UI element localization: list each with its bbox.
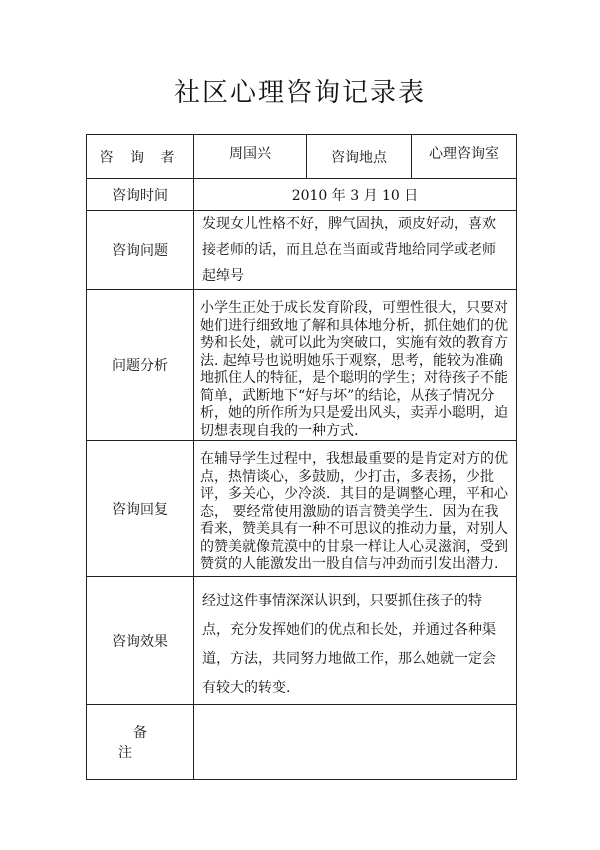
problem-row (87, 211, 517, 290)
problem-value: 发现女儿性格不好，脾气固执，顽皮好动，喜欢接老师的话，而且总在当面或背地给同学或老师起绰号 (194, 211, 517, 290)
counselor-value: 周国兴 (194, 135, 307, 179)
counselor-row (87, 135, 517, 179)
location-label: 咨询地点 (307, 135, 412, 179)
record-table (86, 134, 517, 780)
page-title: 社区心理咨询记录表 (173, 78, 426, 108)
analysis-label: 问题分析 (87, 290, 194, 441)
problem-label: 咨询问题 (87, 211, 194, 290)
location-value: 心理咨询室 (412, 135, 517, 179)
reply-row (87, 441, 517, 577)
effect-value: 经过这件事情深深认识到，只要抓住孩子的特点，充分发挥她们的优点和长处，并通过各种渠道，方法，共同努力地做工作，那么她就一定会有较大的转变. (194, 577, 517, 705)
time-row (87, 179, 517, 211)
remark-row (87, 705, 517, 780)
remark-value (194, 705, 517, 780)
effect-label: 咨询效果 (87, 577, 194, 705)
analysis-value: 小学生正处于成长发育阶段，可塑性很大，只要对她们进行细致地了解和具体地分析，抓住她们的优势和长处，就可以此为突破口，实施有效的教育方法. 起绰号也说明她乐于观察，思考，能较为准确地抓住人的特征，是个聪明的学生；对待孩子不能简单，武断地下“好与坏”的结论，从孩子情况分析，她的所作所为只是爱出风头，卖弄小聪明，迫切想表现自我的一种方式. (194, 290, 517, 441)
analysis-row (87, 290, 517, 441)
reply-value: 在辅导学生过程中，我想最重要的是肯定对方的优点，热情谈心，多鼓励，少打击，多表扬，少批评，多关心，少冷淡．其目的是调整心理，平和心态， 要经常使用激励的语言赞美学生．因为在我看来，赞美具有一种不可思议的推动力量，对别人的赞美就像荒漠中的甘泉一样让人心灵滋润，受到赞赏的人能激发出一股自信与冲劲而引发出潜力. (194, 441, 517, 577)
remark-label: 备 注 (87, 705, 194, 780)
effect-row (87, 577, 517, 705)
time-label: 咨询时间 (87, 179, 194, 211)
reply-label: 咨询回复 (87, 441, 194, 577)
counselor-label: 咨 询 者 (87, 135, 194, 179)
time-value: 2010 年 3 月 10 日 (194, 179, 517, 211)
